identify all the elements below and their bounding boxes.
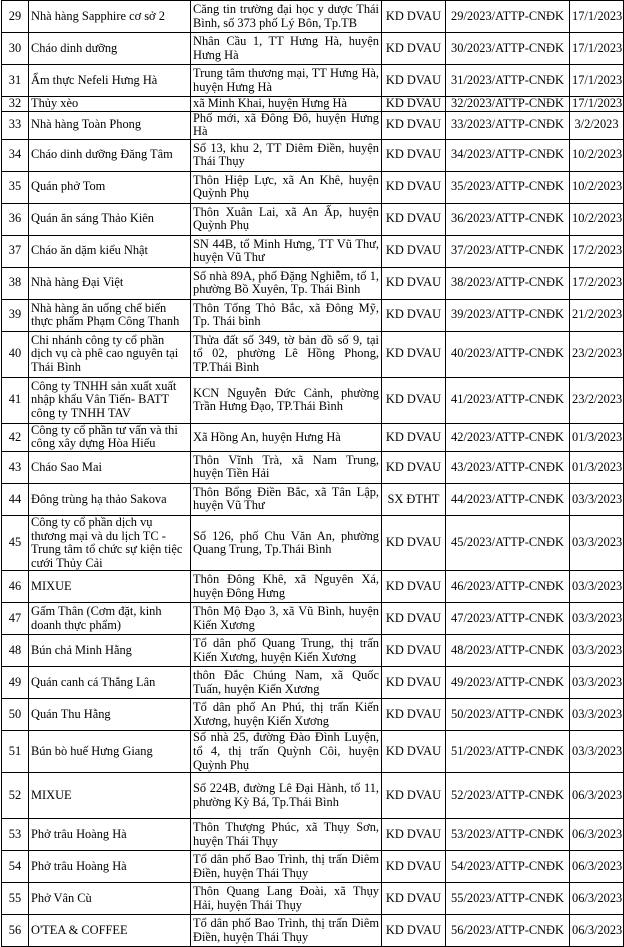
issue-date-cell: 06/3/2023 [570, 819, 624, 851]
issue-date-cell: 03/3/2023 [570, 603, 624, 635]
row-number-cell: 52 [2, 773, 29, 819]
address-cell: Thôn Vĩnh Trà, xã Nam Trung, huyện Tiền Hải [191, 451, 382, 483]
table-row [2, 171, 624, 203]
certificate-number-cell: 49/2023/ATTP-CNĐK [446, 667, 570, 699]
table-body [2, 1, 624, 947]
table-row [2, 883, 624, 915]
table-row [2, 377, 624, 423]
business-type-cell: KD DVAU [382, 33, 446, 65]
table-row [2, 667, 624, 699]
establishment-name-cell: Nhà hàng ăn uống chế biến thực phẩm Phạm Công Thanh [29, 299, 191, 331]
business-type-cell: KD DVAU [382, 851, 446, 883]
certificate-number-cell: 48/2023/ATTP-CNĐK [446, 635, 570, 667]
table-row [2, 139, 624, 171]
registration-table [1, 0, 624, 947]
certificate-number-cell: 29/2023/ATTP-CNĐK [446, 1, 570, 33]
certificate-number-cell: 47/2023/ATTP-CNĐK [446, 603, 570, 635]
issue-date-cell: 03/3/2023 [570, 483, 624, 515]
business-type-cell: KD DVAU [382, 235, 446, 267]
issue-date-cell: 10/2/2023 [570, 203, 624, 235]
establishment-name-cell: Bún bò huế Hưng Giang [29, 731, 191, 773]
issue-date-cell: 03/3/2023 [570, 635, 624, 667]
address-cell: xã Minh Khai, huyện Hưng Hà [191, 97, 382, 112]
certificate-number-cell: 30/2023/ATTP-CNĐK [446, 33, 570, 65]
row-number-cell: 46 [2, 571, 29, 603]
issue-date-cell: 17/1/2023 [570, 33, 624, 65]
establishment-name-cell: Cháo dinh dưỡng Đăng Tâm [29, 139, 191, 171]
row-number-cell: 32 [2, 97, 29, 112]
address-cell: Phố mới, xã Đông Đô, huyện Hưng Hà [191, 111, 382, 139]
establishment-name-cell: Công ty TNHH sản xuất xuất nhập khẩu Vân Tiến- BATT công ty TNHH TAV [29, 377, 191, 423]
business-type-cell: KD DVAU [382, 1, 446, 33]
establishment-name-cell: MIXUE [29, 773, 191, 819]
issue-date-cell: 17/2/2023 [570, 267, 624, 299]
establishment-name-cell: Phở Vân Cù [29, 883, 191, 915]
table-row [2, 97, 624, 112]
business-type-cell: KD DVAU [382, 515, 446, 570]
address-cell: KCN Nguyễn Đức Cảnh, phường Trần Hưng Đạo, TP.Thái Bình [191, 377, 382, 423]
row-number-cell: 50 [2, 699, 29, 731]
business-type-cell: KD DVAU [382, 299, 446, 331]
address-cell: SN 44B, tổ Minh Hưng, TT Vũ Thư, huyện Vũ Thư [191, 235, 382, 267]
address-cell: Thôn Bổng Điền Bắc, xã Tân Lập, huyện Vũ Thư [191, 483, 382, 515]
certificate-number-cell: 40/2023/ATTP-CNĐK [446, 331, 570, 377]
row-number-cell: 49 [2, 667, 29, 699]
table-row [2, 851, 624, 883]
row-number-cell: 29 [2, 1, 29, 33]
establishment-name-cell: Cháo Sao Mai [29, 451, 191, 483]
business-type-cell: KD DVAU [382, 699, 446, 731]
certificate-number-cell: 53/2023/ATTP-CNĐK [446, 819, 570, 851]
row-number-cell: 33 [2, 111, 29, 139]
address-cell: Tổ dân phố An Phú, thị trấn Kiến Xương, huyện Kiến Xương [191, 699, 382, 731]
issue-date-cell: 10/2/2023 [570, 171, 624, 203]
business-type-cell: KD DVAU [382, 915, 446, 947]
issue-date-cell: 03/3/2023 [570, 699, 624, 731]
table-row [2, 423, 624, 451]
issue-date-cell: 17/1/2023 [570, 65, 624, 97]
business-type-cell: KD DVAU [382, 883, 446, 915]
address-cell: Thôn Quang Lang Đoài, xã Thụy Hải, huyện Thái Thụy [191, 883, 382, 915]
establishment-name-cell: Thủy xèo [29, 97, 191, 112]
address-cell: Số nhà 25, đường Đào Đình Luyện, tổ 4, thị trấn Quỳnh Côi, huyện Quỳnh Phụ [191, 731, 382, 773]
certificate-number-cell: 35/2023/ATTP-CNĐK [446, 171, 570, 203]
address-cell: thôn Đắc Chúng Nam, xã Quốc Tuấn, huyện Kiến Xương [191, 667, 382, 699]
certificate-number-cell: 56/2023/ATTP-CNĐK [446, 915, 570, 947]
issue-date-cell: 03/3/2023 [570, 515, 624, 570]
row-number-cell: 36 [2, 203, 29, 235]
row-number-cell: 44 [2, 483, 29, 515]
business-type-cell: KD DVAU [382, 331, 446, 377]
business-type-cell: KD DVAU [382, 667, 446, 699]
table-row [2, 699, 624, 731]
business-type-cell: KD DVAU [382, 65, 446, 97]
row-number-cell: 45 [2, 515, 29, 570]
address-cell: Thôn Đông Khê, xã Nguyên Xá, huyện Đông Hưng [191, 571, 382, 603]
business-type-cell: KD DVAU [382, 203, 446, 235]
table-row [2, 515, 624, 570]
row-number-cell: 31 [2, 65, 29, 97]
row-number-cell: 42 [2, 423, 29, 451]
certificate-number-cell: 52/2023/ATTP-CNĐK [446, 773, 570, 819]
issue-date-cell: 23/2/2023 [570, 331, 624, 377]
certificate-number-cell: 39/2023/ATTP-CNĐK [446, 299, 570, 331]
business-type-cell: KD DVAU [382, 97, 446, 112]
address-cell: Thôn Tống Thỏ Bắc, xã Đông Mỹ, Tp. Thái bình [191, 299, 382, 331]
certificate-number-cell: 38/2023/ATTP-CNĐK [446, 267, 570, 299]
certificate-number-cell: 34/2023/ATTP-CNĐK [446, 139, 570, 171]
table-row [2, 773, 624, 819]
establishment-name-cell: Bún chả Minh Hằng [29, 635, 191, 667]
address-cell: Căng tin trường đại học y dược Thái Bình, số 373 phố Lý Bôn, Tp.TB [191, 1, 382, 33]
row-number-cell: 39 [2, 299, 29, 331]
address-cell: Số 13, khu 2, TT Diêm Điền, huyện Thái Thụy [191, 139, 382, 171]
address-cell: Trung tâm thương mại, TT Hưng Hà, huyện Hưng Hà [191, 65, 382, 97]
address-cell: Thôn Thượng Phúc, xã Thụy Sơn, huyện Thái Thụy [191, 819, 382, 851]
row-number-cell: 40 [2, 331, 29, 377]
business-type-cell: SX ĐTHT [382, 483, 446, 515]
business-type-cell: KD DVAU [382, 773, 446, 819]
establishment-name-cell: Nhà hàng Toàn Phong [29, 111, 191, 139]
issue-date-cell: 3/2/2023 [570, 111, 624, 139]
business-type-cell: KD DVAU [382, 377, 446, 423]
address-cell: Số 224B, đường Lê Đại Hành, tổ 11, phường Kỳ Bá, Tp.Thái Bình [191, 773, 382, 819]
establishment-name-cell: Công ty cổ phần tư vấn và thi công xây dựng Hòa Hiếu [29, 423, 191, 451]
issue-date-cell: 21/2/2023 [570, 299, 624, 331]
business-type-cell: KD DVAU [382, 603, 446, 635]
certificate-number-cell: 43/2023/ATTP-CNĐK [446, 451, 570, 483]
table-row [2, 65, 624, 97]
issue-date-cell: 06/3/2023 [570, 851, 624, 883]
establishment-name-cell: Công ty cổ phần dịch vụ thương mại và du lịch TC - Trung tâm tổ chức sự kiện tiệc cưới Thủy Cải [29, 515, 191, 570]
issue-date-cell: 17/1/2023 [570, 1, 624, 33]
certificate-number-cell: 36/2023/ATTP-CNĐK [446, 203, 570, 235]
table-row [2, 111, 624, 139]
row-number-cell: 56 [2, 915, 29, 947]
business-type-cell: KD DVAU [382, 139, 446, 171]
row-number-cell: 35 [2, 171, 29, 203]
establishment-name-cell: Quán phở Tom [29, 171, 191, 203]
certificate-number-cell: 45/2023/ATTP-CNĐK [446, 515, 570, 570]
issue-date-cell: 06/3/2023 [570, 883, 624, 915]
business-type-cell: KD DVAU [382, 571, 446, 603]
certificate-number-cell: 55/2023/ATTP-CNĐK [446, 883, 570, 915]
establishment-name-cell: Nhà hàng Sapphire cơ sở 2 [29, 1, 191, 33]
establishment-name-cell: O'TEA & COFFEE [29, 915, 191, 947]
issue-date-cell: 10/2/2023 [570, 139, 624, 171]
certificate-number-cell: 31/2023/ATTP-CNĐK [446, 65, 570, 97]
certificate-number-cell: 54/2023/ATTP-CNĐK [446, 851, 570, 883]
row-number-cell: 54 [2, 851, 29, 883]
address-cell: Thửa đất số 349, tờ bản đồ số 9, tại tổ 02, phường Lê Hồng Phong, TP.Thái Bình [191, 331, 382, 377]
row-number-cell: 38 [2, 267, 29, 299]
establishment-name-cell: Quán ăn sáng Thảo Kiên [29, 203, 191, 235]
table-row [2, 33, 624, 65]
establishment-name-cell: Nhà hàng Đại Việt [29, 267, 191, 299]
table-row [2, 203, 624, 235]
certificate-number-cell: 32/2023/ATTP-CNĐK [446, 97, 570, 112]
business-type-cell: KD DVAU [382, 267, 446, 299]
table-row [2, 267, 624, 299]
business-type-cell: KD DVAU [382, 171, 446, 203]
address-cell: Số nhà 89A, phố Đặng Nghiễm, tổ 1, phường Bồ Xuyên, Tp. Thái Bình [191, 267, 382, 299]
address-cell: Thôn Xuân Lai, xã An Ấp, huyện Quỳnh Phụ [191, 203, 382, 235]
table-row [2, 571, 624, 603]
row-number-cell: 51 [2, 731, 29, 773]
issue-date-cell: 03/3/2023 [570, 667, 624, 699]
table-row [2, 235, 624, 267]
issue-date-cell: 17/2/2023 [570, 235, 624, 267]
table-row [2, 731, 624, 773]
business-type-cell: KD DVAU [382, 111, 446, 139]
certificate-number-cell: 50/2023/ATTP-CNĐK [446, 699, 570, 731]
issue-date-cell: 03/3/2023 [570, 731, 624, 773]
certificate-number-cell: 51/2023/ATTP-CNĐK [446, 731, 570, 773]
row-number-cell: 55 [2, 883, 29, 915]
table-row [2, 635, 624, 667]
certificate-number-cell: 42/2023/ATTP-CNĐK [446, 423, 570, 451]
address-cell: Số 126, phố Chu Văn An, phường Quang Trung, Tp.Thái Bình [191, 515, 382, 570]
address-cell: Tổ dân phố Bao Trình, thị trấn Diêm Điền, huyện Thái Thụy [191, 851, 382, 883]
business-type-cell: KD DVAU [382, 819, 446, 851]
address-cell: Xã Hồng An, huyện Hưng Hà [191, 423, 382, 451]
table-row [2, 819, 624, 851]
establishment-name-cell: Gấm Thân (Cơm đặt, kinh doanh thực phẩm) [29, 603, 191, 635]
certificate-number-cell: 37/2023/ATTP-CNĐK [446, 235, 570, 267]
table-row [2, 603, 624, 635]
table-row [2, 915, 624, 947]
establishment-name-cell: Quán canh cá Thắng Lân [29, 667, 191, 699]
establishment-name-cell: Ẩm thực Nefeli Hưng Hà [29, 65, 191, 97]
address-cell: Thôn Mộ Đạo 3, xã Vũ Bình, huyện Kiến Xương [191, 603, 382, 635]
row-number-cell: 53 [2, 819, 29, 851]
issue-date-cell: 23/2/2023 [570, 377, 624, 423]
establishment-name-cell: Phở trâu Hoàng Hà [29, 851, 191, 883]
row-number-cell: 47 [2, 603, 29, 635]
row-number-cell: 43 [2, 451, 29, 483]
table-row [2, 1, 624, 33]
table-row [2, 299, 624, 331]
table-row [2, 483, 624, 515]
establishment-name-cell: MIXUE [29, 571, 191, 603]
establishment-name-cell: Cháo dinh dưỡng [29, 33, 191, 65]
address-cell: Thôn Hiệp Lực, xã An Khê, huyện Quỳnh Phụ [191, 171, 382, 203]
row-number-cell: 41 [2, 377, 29, 423]
address-cell: Tổ dân phố Quang Trung, thị trấn Kiến Xương, huyện Kiến Xương [191, 635, 382, 667]
business-type-cell: KD DVAU [382, 731, 446, 773]
issue-date-cell: 06/3/2023 [570, 773, 624, 819]
row-number-cell: 34 [2, 139, 29, 171]
establishment-name-cell: Phở trâu Hoàng Hà [29, 819, 191, 851]
row-number-cell: 30 [2, 33, 29, 65]
issue-date-cell: 06/3/2023 [570, 915, 624, 947]
issue-date-cell: 01/3/2023 [570, 423, 624, 451]
certificate-number-cell: 41/2023/ATTP-CNĐK [446, 377, 570, 423]
address-cell: Nhân Cầu 1, TT Hưng Hà, huyện Hưng Hà [191, 33, 382, 65]
certificate-number-cell: 33/2023/ATTP-CNĐK [446, 111, 570, 139]
business-type-cell: KD DVAU [382, 451, 446, 483]
establishment-name-cell: Chi nhánh công ty cổ phần dịch vụ cà phê cao nguyên tại Thái Bình [29, 331, 191, 377]
issue-date-cell: 03/3/2023 [570, 571, 624, 603]
table-row [2, 331, 624, 377]
issue-date-cell: 01/3/2023 [570, 451, 624, 483]
business-type-cell: KD DVAU [382, 635, 446, 667]
row-number-cell: 37 [2, 235, 29, 267]
establishment-name-cell: Đông trùng hạ thảo Sakova [29, 483, 191, 515]
certificate-number-cell: 46/2023/ATTP-CNĐK [446, 571, 570, 603]
business-type-cell: KD DVAU [382, 423, 446, 451]
establishment-name-cell: Cháo ăn dặm kiểu Nhật [29, 235, 191, 267]
address-cell: Tổ dân phố Bao Trình, thị trấn Diêm Điền, huyện Thái Thụy [191, 915, 382, 947]
row-number-cell: 48 [2, 635, 29, 667]
table-row [2, 451, 624, 483]
issue-date-cell: 17/1/2023 [570, 97, 624, 112]
establishment-name-cell: Quán Thu Hằng [29, 699, 191, 731]
certificate-number-cell: 44/2023/ATTP-CNĐK [446, 483, 570, 515]
